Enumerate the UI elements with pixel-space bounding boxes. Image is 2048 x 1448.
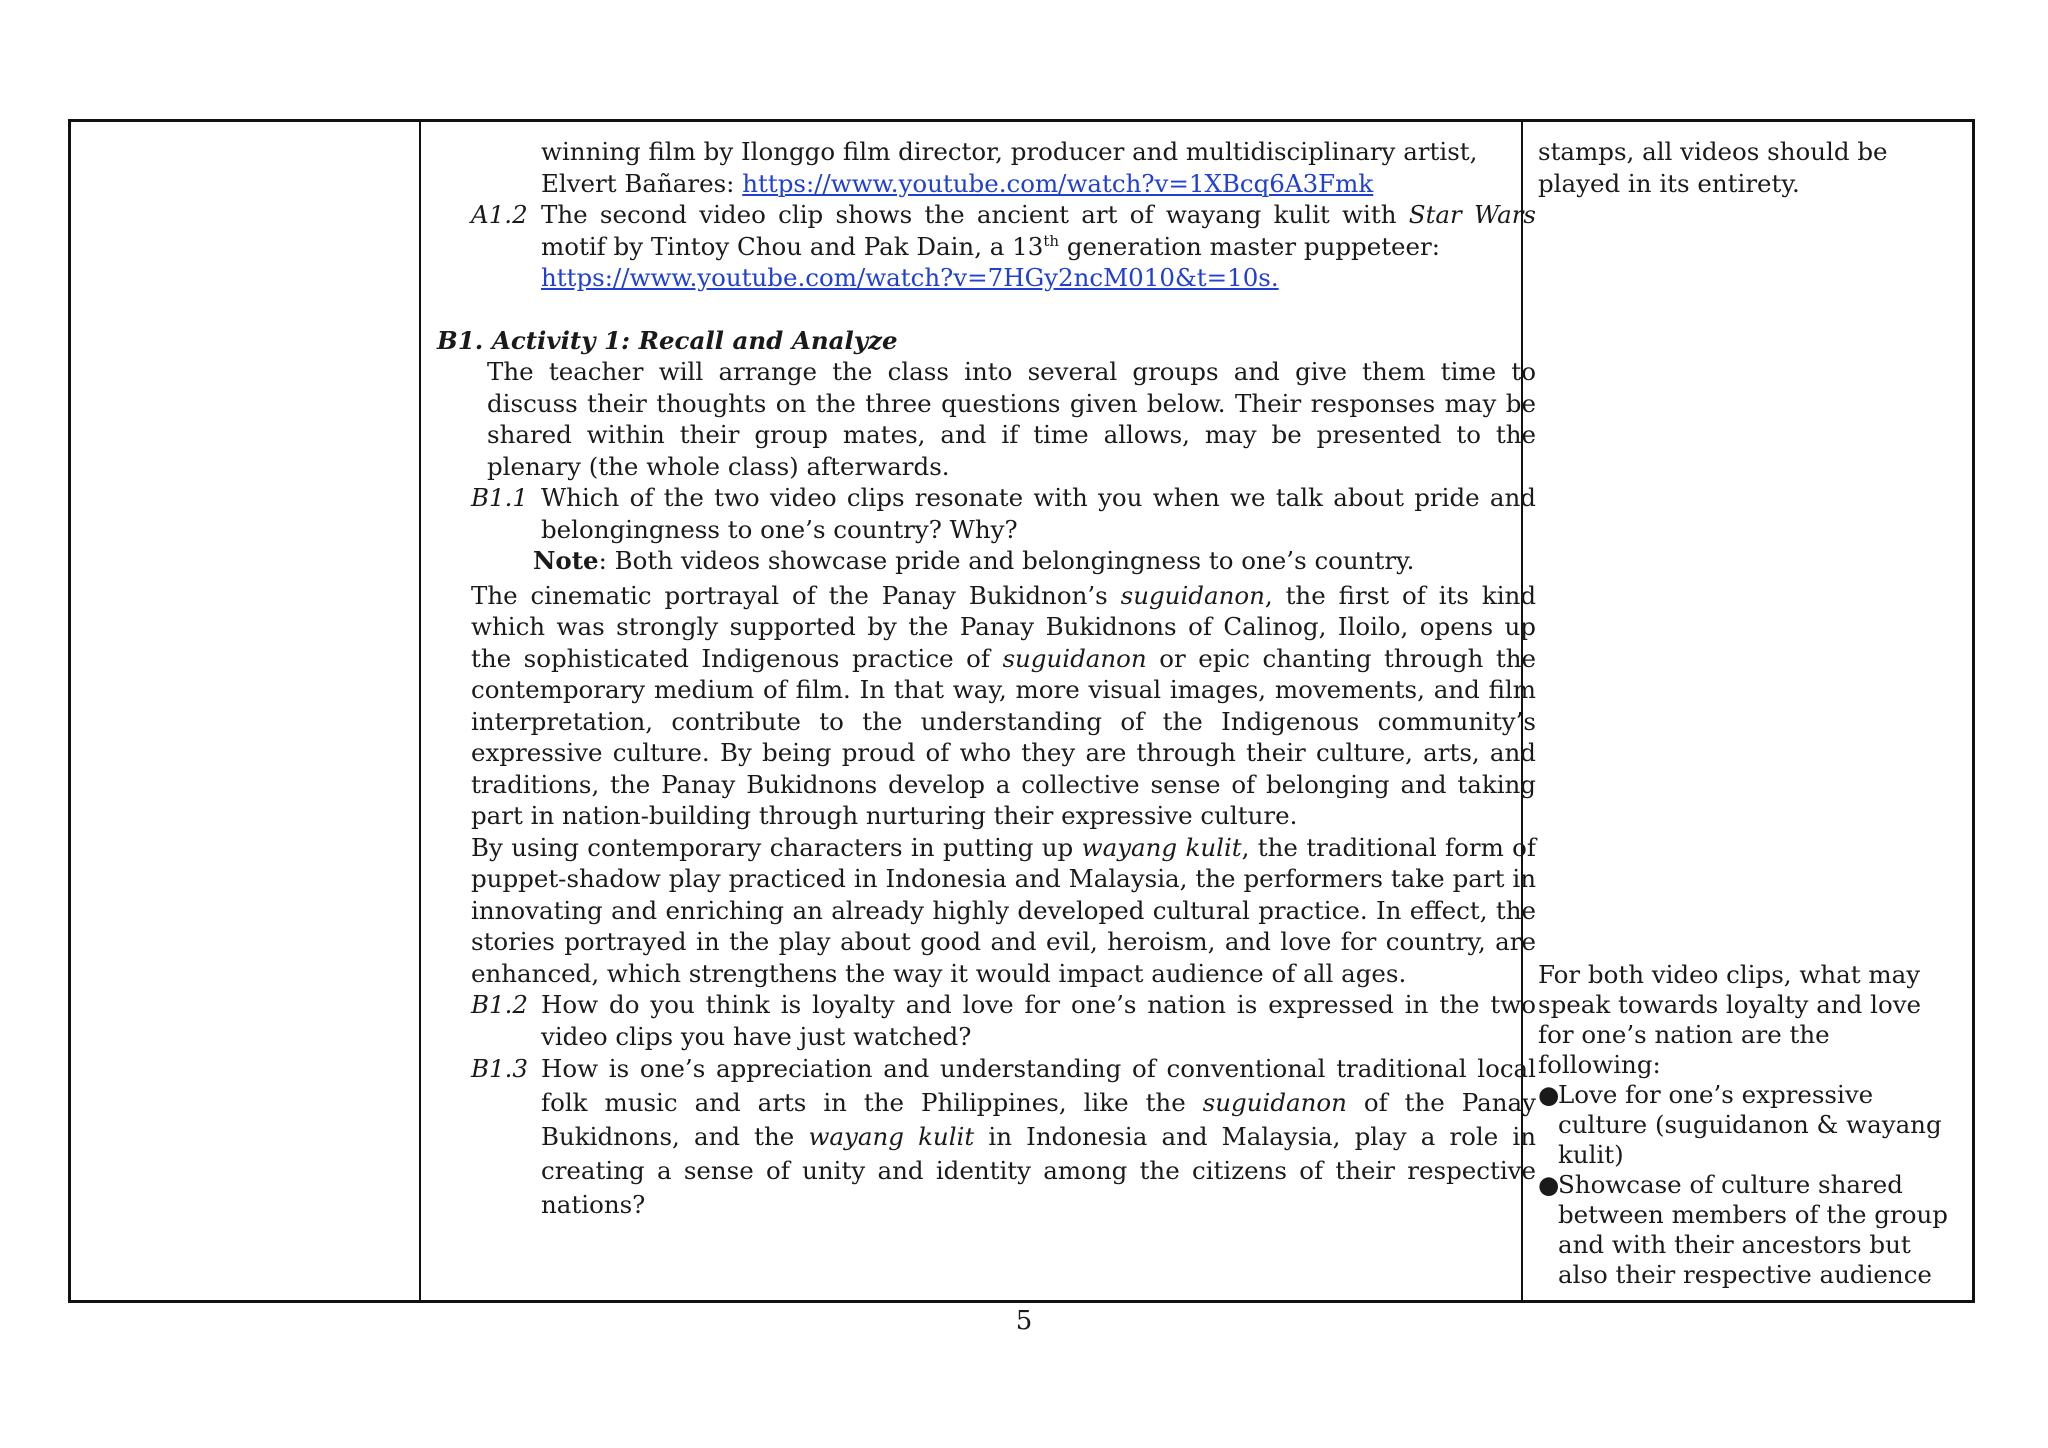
a1-2-superscript: th xyxy=(1043,231,1060,250)
a1-2-italic: Star Wars xyxy=(1408,200,1536,229)
bullet-dot: ● xyxy=(1538,1080,1560,1109)
note-line xyxy=(437,545,1536,577)
activities-column xyxy=(437,136,1536,1222)
note-text: : Both videos showcase pride and belongingness to one’s country. xyxy=(598,546,1415,575)
question-text: Which of the two video clips resonate with you when we talk about pride and belongingness to one’s country? Why? xyxy=(541,483,1536,544)
question-text: How do you think is loyalty and love for one’s nation is expressed in the two video clips you have just watched? xyxy=(541,990,1536,1051)
b1-3-b: of the Panay Bukidnons, and the xyxy=(541,1088,1536,1151)
question-number: B1.3 xyxy=(471,1054,528,1083)
note-label: Note xyxy=(533,546,599,575)
lesson-table xyxy=(68,119,1975,1303)
suguidanon-paragraph xyxy=(437,580,1536,832)
answer-bullet xyxy=(1538,1170,1958,1290)
activity-intro: The teacher will arrange the class into several groups and give them time to discuss their thoughts on the three questions given below. Their responses may be shared within their group mates, and if time allows, may be presented to the plenary (the whole class) afterwards. xyxy=(487,357,1536,481)
a1-2-text xyxy=(541,199,1536,262)
answer-key xyxy=(1538,960,1958,1290)
para1-italic-1: suguidanon xyxy=(1120,580,1265,610)
para1-italic-2: suguidanon xyxy=(1002,643,1147,673)
a1-1-line: winning film by Ilonggo film director, producer and multidisciplinary artist, xyxy=(541,137,1478,166)
b1-3-a: How is one’s appreciation and understanding of conventional traditional local folk music and arts in the Philippines, like the xyxy=(541,1054,1536,1117)
video-link-2[interactable]: https://www.youtube.com/watch?v=7HGy2ncM010&t=10s. xyxy=(541,263,1279,292)
notes-top: stamps, all videos should be played in its entirety. xyxy=(1538,137,1888,198)
activity-heading: B1. Activity 1: Recall and Analyze xyxy=(437,325,898,355)
a1-1-link-line xyxy=(541,168,1536,200)
para1-b: , the first of its kind which was strongly supported by the Panay Bukidnons of Calinog, Iloilo, opens up the sophisticated Indigenous practice of xyxy=(471,580,1537,673)
para1-a: The cinematic portrayal of the Panay Bukidnon’s xyxy=(471,580,1121,610)
question-b1-2 xyxy=(437,989,1536,1052)
column-divider-1 xyxy=(419,122,421,1300)
a1-1-continuation xyxy=(437,136,1536,199)
question-b1-1 xyxy=(437,482,1536,545)
bullet-text: Love for one’s expressive culture (suguidanon & wayang kulit) xyxy=(1558,1080,1942,1169)
b1-3-italic-2: wayang kulit xyxy=(808,1122,975,1151)
item-number: A1.2 xyxy=(471,200,528,229)
para2-a: By using contemporary characters in putting up xyxy=(471,832,1082,862)
wayang-kulit-paragraph xyxy=(437,832,1536,990)
video-link-1[interactable]: https://www.youtube.com/watch?v=1XBcq6A3Fmk xyxy=(742,168,1374,198)
page-number: 5 xyxy=(1015,1306,1033,1336)
para2-italic: wayang kulit xyxy=(1081,832,1242,862)
answer-intro: For both video clips, what may speak towards loyalty and love for one’s nation are the following: xyxy=(1538,960,1922,1079)
a1-2-text-c: generation master puppeteer: xyxy=(1059,231,1441,261)
notes-column xyxy=(1538,136,1958,1289)
para2-b: , the traditional form of puppet-shadow play practiced in Indonesia and Malaysia, the performers take part in innovating and enriching an already highly developed cultural practice. In effect, the stories portrayed in the play about good and evil, heroism, and love for country, are enhanced, which strengthens the way it would impact audience of all ages. xyxy=(471,832,1536,988)
bullet-dot: ● xyxy=(1538,1170,1560,1199)
question-number: B1.1 xyxy=(471,483,528,512)
a1-2-text-b: motif by Tintoy Chou and Pak Dain, a 13 xyxy=(541,231,1044,261)
bullet-text: Showcase of culture shared between members of the group and with their ancestors but also their respective audience xyxy=(1558,1170,1948,1289)
a1-1-link-prefix: Elvert Bañares: xyxy=(541,168,743,198)
a1-2-link-line xyxy=(541,262,1536,294)
question-number: B1.2 xyxy=(471,990,528,1019)
b1-3-c: in Indonesia and Malaysia, play a role in creating a sense of unity and identity among the citizens of their respective nations? xyxy=(541,1122,1537,1219)
question-b1-3 xyxy=(437,1052,1536,1222)
a1-2-text-a: The second video clip shows the ancient art of wayang kulit with xyxy=(541,200,1409,229)
answer-bullet xyxy=(1538,1080,1958,1170)
b1-3-italic-1: suguidanon xyxy=(1202,1088,1347,1117)
question-text xyxy=(541,1052,1536,1222)
para1-c: or epic chanting through the contemporary medium of film. In that way, more visual images, movements, and film interpretation, contribute to the understanding of the Indigenous community’s expressive culture. By being proud of who they are through their culture, arts, and traditions, the Panay Bukidnons develop a collective sense of belonging and taking part in nation-building through nurturing their expressive culture. xyxy=(471,643,1536,830)
item-a1-2 xyxy=(437,199,1536,294)
